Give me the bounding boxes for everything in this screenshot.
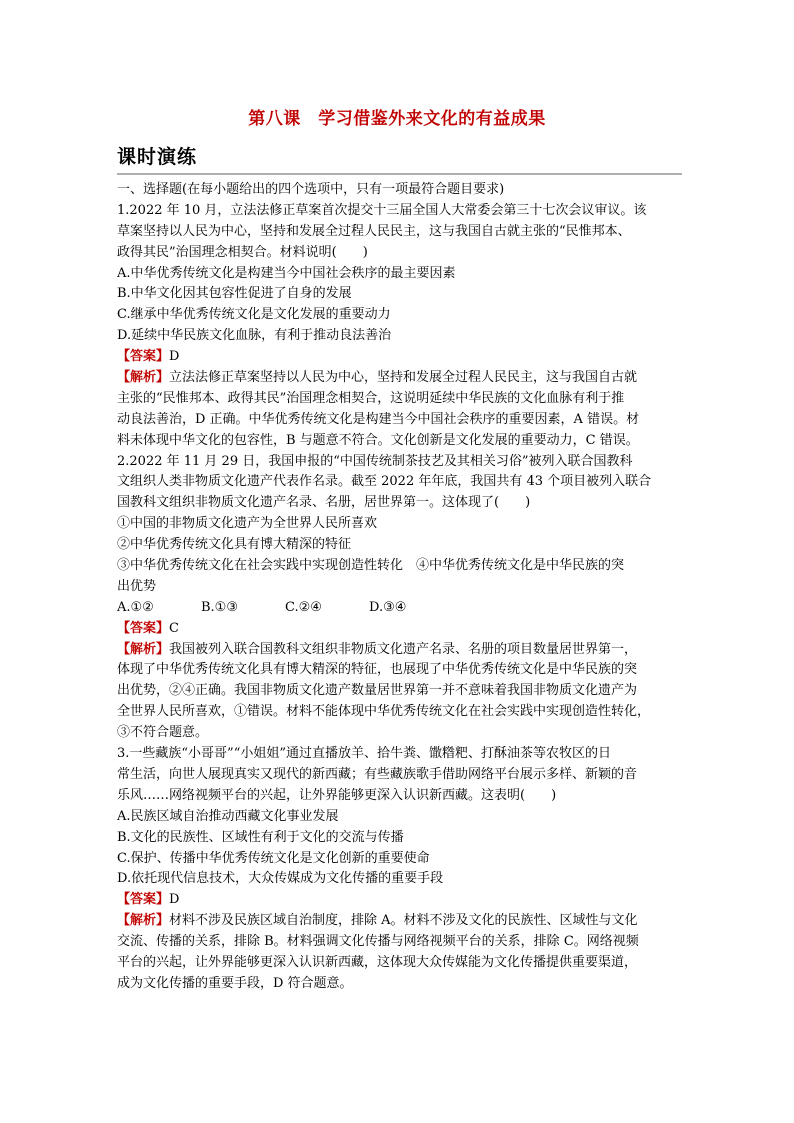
analysis-line: 平台的兴起，让外界能够更深入认识新西藏，这体现大众传媒能为文化传播提供重要渠道， — [117, 954, 638, 970]
question-3 — [117, 744, 682, 995]
option-d: D.延续中华民族文化血脉，有利于推动良法善治 — [117, 328, 392, 344]
statement-line: ③中华优秀传统文化在社会实践中实现创造性转化 ④中华优秀传统文化是中华民族的突 — [117, 558, 625, 574]
answer-line — [117, 619, 682, 640]
answer-line — [117, 890, 682, 911]
answer-label: 【答案】 — [117, 892, 170, 908]
analysis-line: ③不符合题意。 — [117, 725, 209, 741]
analysis-line: 成为文化传播的重要手段，D 符合题意。 — [117, 975, 353, 991]
option-c: C.继承中华优秀传统文化是文化发展的重要动力 — [117, 307, 391, 323]
question-stem-line: 草案坚持以人民为中心，坚持和发展全过程人民民主，这与我国自古就主张的“民惟邦本、 — [117, 223, 631, 239]
answer-value: C — [169, 620, 179, 636]
question-1 — [117, 201, 682, 452]
statement-line: ②中华优秀传统文化具有博大精深的特征 — [117, 537, 352, 553]
statement-line: ①中国的非物质文化遗产为全世界人民所喜欢 — [117, 516, 378, 532]
option-a: A.①② — [117, 599, 154, 615]
question-stem-line: 乐风……网络视频平台的兴起，让外界能够更深入认识新西藏。这表明( ) — [117, 787, 557, 803]
answer-label: 【答案】 — [117, 349, 170, 365]
options-row — [117, 598, 682, 619]
section-heading: 课时演练 — [117, 146, 198, 168]
answer-value: D — [169, 892, 180, 908]
analysis-line — [117, 911, 682, 932]
analysis-text: 立法法修正草案坚持以人民为中心，坚持和发展全过程人民民主，这与我国自古就 — [169, 370, 638, 386]
analysis-text: 材料不涉及民族区域自治制度，排除 A。材料不涉及文化的民族性、区域性与文化 — [169, 913, 638, 929]
option-b: B.文化的民族性、区域性有利于文化的交流与传播 — [117, 829, 404, 845]
statement-line: 出优势 — [117, 578, 157, 594]
question-stem-line: 2.2022 年 11 月 29 日，我国申报的“中国传统制茶技艺及其相关习俗”被列入联合国教科 — [117, 453, 633, 469]
option-b: B.①③ — [201, 599, 238, 615]
option-d: D.依托现代信息技术，大众传媒成为文化传播的重要手段 — [117, 871, 444, 887]
analysis-line: 主张的“民惟邦本、政得其民”治国理念相契合，这说明延续中华民族的文化血脉有利于推 — [117, 390, 625, 406]
analysis-line — [117, 640, 682, 661]
option-c: C.②④ — [285, 599, 322, 615]
answer-value: D — [169, 349, 180, 365]
lesson-title: 第八课 学习借鉴外来文化的有益成果 — [248, 109, 546, 129]
part-heading: 一、选择题(在每小题给出的四个选项中，只有一项最符合题目要求) — [117, 182, 505, 197]
analysis-text: 我国被列入联合国教科文组织非物质文化遗产名录、名册的项目数量居世界第一， — [169, 641, 638, 657]
option-b: B.中华文化因其包容性促进了自身的发展 — [117, 286, 352, 302]
analysis-line: 全世界人民所喜欢，①错误。材料不能体现中华优秀传统文化在社会实践中实现创造性转化， — [117, 704, 651, 720]
question-stem-line: 常生活，向世人展现真实又现代的新西藏；有些藏族歌手借助网络平台展示多样、新颖的音 — [117, 766, 638, 782]
option-c: C.保护、传播中华优秀传统文化是文化创新的重要使命 — [117, 850, 430, 866]
answer-label: 【答案】 — [117, 620, 170, 636]
analysis-line: 体现了中华优秀传统文化具有博大精深的特征，也展现了中华优秀传统文化是中华民族的突 — [117, 662, 638, 678]
question-stem-line: 国教科文组织非物质文化遗产名录、名册，居世界第一。这体现了( ) — [117, 495, 531, 511]
analysis-line: 出优势，②④正确。我国非物质文化遗产数量居世界第一并不意味着我国非物质文化遗产为 — [117, 683, 638, 699]
section-divider — [117, 173, 682, 175]
analysis-line: 交流、传播的关系，排除 B。材料强调文化传播与网络视频平台的关系，排除 C。网络视频 — [117, 934, 639, 950]
analysis-label: 【解析】 — [117, 641, 170, 657]
question-2 — [117, 452, 682, 744]
answer-line — [117, 347, 682, 368]
analysis-line: 料未体现中华文化的包容性，B 与题意不符合。文化创新是文化发展的重要动力，C 错误。 — [117, 432, 639, 448]
exercise-content — [117, 180, 682, 995]
analysis-line — [117, 368, 682, 389]
option-a: A.中华优秀传统文化是构建当今中国社会秩序的最主要因素 — [117, 265, 456, 281]
analysis-label: 【解析】 — [117, 370, 170, 386]
analysis-line: 动良法善治，D 正确。中华优秀传统文化是构建当今中国社会秩序的重要因素，A 错误。材 — [117, 411, 640, 427]
analysis-label: 【解析】 — [117, 913, 170, 929]
question-stem-line: 3.一些藏族“小哥哥”“小姐姐”通过直播放羊、拾牛粪、馓糌粑、打酥油茶等农牧区的日 — [117, 746, 611, 762]
question-stem-line: 政得其民”治国理念相契合。材料说明( ) — [117, 244, 368, 260]
question-stem-line: 1.2022 年 10 月，立法法修正草案首次提交十三届全国人大常委会第三十七次会议审议。该 — [117, 202, 647, 218]
option-a: A.民族区域自治推动西藏文化事业发展 — [117, 808, 339, 824]
option-d: D.③④ — [369, 599, 407, 615]
question-stem-line: 文组织人类非物质文化遗产代表作名录。截至 2022 年年底，我国共有 43 个项目被列入联合 — [117, 474, 652, 490]
